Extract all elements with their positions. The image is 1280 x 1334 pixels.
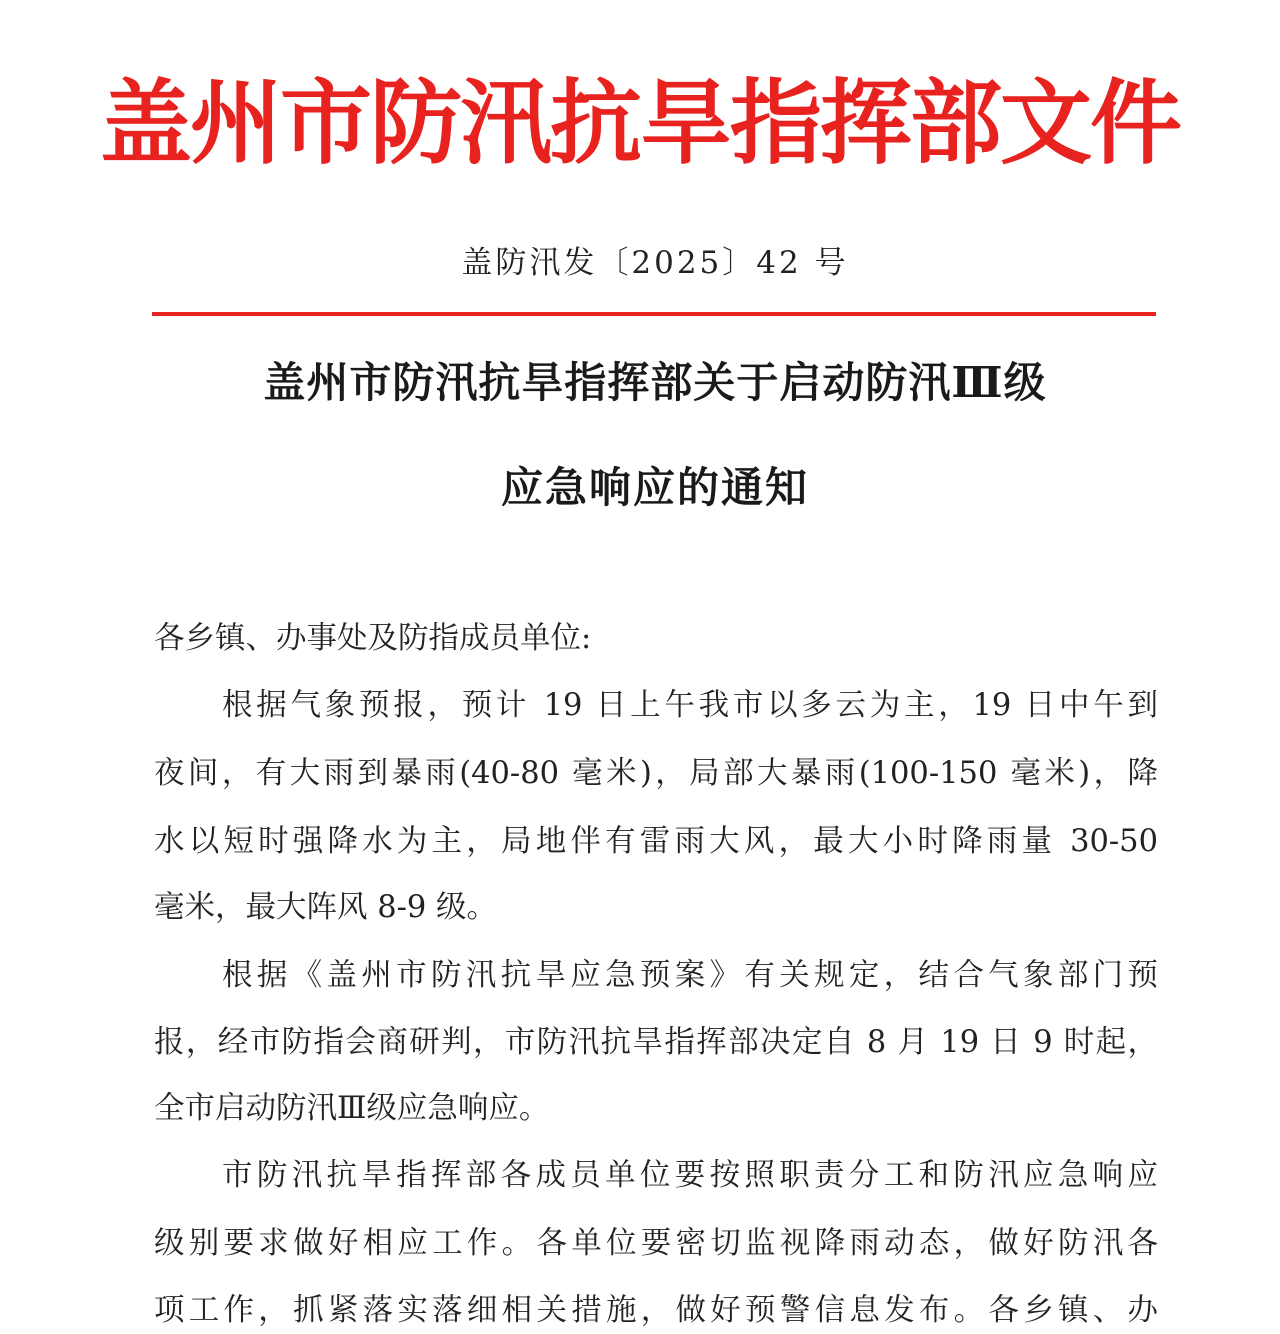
paragraph-2-line-3: 全市启动防汛Ⅲ级应急响应。 — [154, 1091, 550, 1126]
paragraph-3-line-2: 级别要求做好相应工作。各单位要密切监视降雨动态，做好防汛各 — [154, 1226, 1158, 1261]
red-separator-line — [152, 312, 1156, 316]
masthead-title: 盖州市防汛抗旱指挥部文件 — [99, 69, 1180, 177]
notice-title-line-1: 盖州市防汛抗旱指挥部关于启动防汛Ⅲ级 — [263, 358, 1047, 407]
paragraph-1-line-1: 根据气象预报，预计 19 日上午我市以多云为主，19 日中午到 — [222, 688, 1158, 723]
paragraph-2-line-2: 报，经市防指会商研判，市防汛抗旱指挥部决定自 8 月 19 日 9 时起， — [154, 1025, 1158, 1060]
paragraph-3-line-3: 项工作，抓紧落实落细相关措施，做好预警信息发布。各乡镇、办 — [154, 1293, 1158, 1328]
paragraph-1-line-4: 毫米，最大阵风 8-9 级。 — [154, 890, 498, 925]
salutation: 各乡镇、办事处及防指成员单位: — [154, 621, 592, 656]
paragraph-3-line-1: 市防汛抗旱指挥部各成员单位要按照职责分工和防汛应急响应 — [222, 1158, 1158, 1193]
document-number: 盖防汛发〔2025〕42 号 — [461, 245, 849, 281]
paragraph-2-line-1: 根据《盖州市防汛抗旱应急预案》有关规定，结合气象部门预 — [222, 958, 1158, 993]
notice-title-line-2: 应急响应的通知 — [500, 463, 809, 512]
paragraph-1-line-2: 夜间，有大雨到暴雨(40-80 毫米)，局部大暴雨(100-150 毫米)，降 — [154, 756, 1158, 791]
paragraph-1-line-3: 水以短时强降水为主，局地伴有雷雨大风，最大小时降雨量 30-50 — [154, 824, 1158, 859]
